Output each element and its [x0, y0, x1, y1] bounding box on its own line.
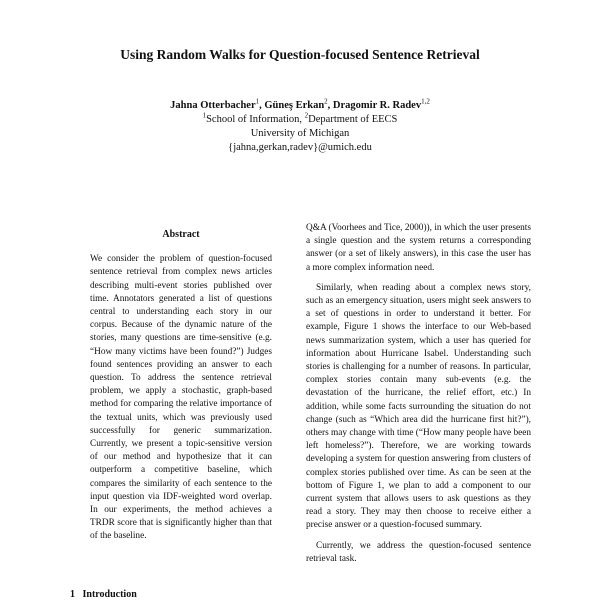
affiliation-line — [0, 113, 600, 127]
section-title: Introduction — [82, 589, 137, 600]
author-sup: 1 — [255, 97, 260, 106]
author-name: Jahna Otterbacher — [170, 100, 256, 111]
paragraph: Q&A (Voorhees and Tice, 2000)), in which the user presents a single question and the system returns a corresponding answer (or a set of likely answers), in this case the user has a more complex information need. — [306, 223, 531, 273]
affiliation-dept: Department of EECS — [308, 114, 398, 125]
section-heading — [70, 589, 137, 600]
author-block — [0, 99, 600, 155]
author-name: Güneş Erkan — [264, 100, 325, 111]
right-column — [306, 222, 531, 566]
paragraph: Currently, we address the question-focused sentence retrieval task. — [306, 540, 531, 564]
author-name: Dragomir R. Radev — [332, 100, 422, 111]
university: University of Michigan — [250, 128, 350, 139]
author-sup: 1,2 — [421, 97, 430, 106]
affiliation-sup: 2 — [304, 111, 309, 120]
affiliation-school: School of Information, — [206, 114, 305, 125]
author-names: Jahna Otterbacher$^1$, Güneş Erkan$^2$, Dragomir R. Radev$^{1,2}$ — [170, 97, 430, 111]
abstract-heading: Abstract — [162, 229, 200, 240]
left-column — [90, 228, 272, 544]
section-number: 1 — [70, 589, 75, 600]
author-sup: 2 — [324, 97, 328, 106]
email: {jahna,gerkan,radev}@umich.edu — [228, 142, 372, 153]
affiliation-sup: 1 — [202, 111, 207, 120]
abstract-text: We consider the problem of question-focused sentence retrieval from complex news articles describing multi-event stories published over time. Annotators generated a list of questions central to understanding each story in our corpus. Because of the dynamic nature of the stories, many questions are time-sensitive (e.g. “How many victims have been found?”) Judges found sentences providing an answer to each question. To address the sentence retrieval problem, we apply a stochastic, graph-based method for comparing the relative importance of the textual units, which was previously used successfully for generic summarization. Currently, we present a topic-sensitive version of our method and hypothesize that it can outperform a competitive baseline, which compares the similarity of each sentence to the input question via IDF-weighted word overlap. In our experiments, the method achieves a TRDR score that is significantly higher than that of the baseline. — [90, 254, 272, 542]
paragraph: Similarly, when reading about a complex news story, such as an emergency situation, users might seek answers to a set of questions in order to understand it better. For example, Figure 1 shows the interface to our Web-based news summarization system, which a user has queried for information about Hurricane Isabel. Understanding such stories is challenging for a number of reasons. In particular, complex stories contain many sub-events (e.g. the devastation of the hurricane, the relief effort, etc.) In addition, while some facts surrounding the situation do not change (such as “Which area did the hurricane first hit?”), others may change with time (“How many people have been left homeless?”). Therefore, we are working towards developing a system for question answering from clusters of complex stories published over time. As can be seen at the bottom of Figure 1, we plan to add a component to our current system that allows users to ask questions as they read a story. They may then choose to receive either a precise answer or a question-focused summary. — [306, 282, 531, 531]
paper-title: Using Random Walks for Question-focused Sentence Retrieval — [120, 47, 480, 62]
